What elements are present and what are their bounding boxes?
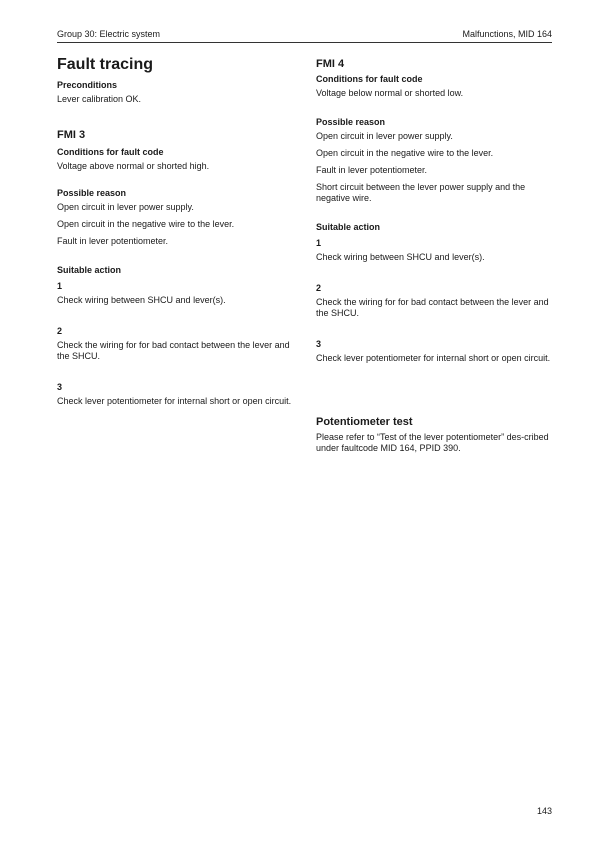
fmi4-conditions-text: Voltage below normal or shorted low.	[316, 88, 464, 98]
left-column	[57, 52, 295, 413]
page-header	[57, 26, 552, 43]
fmi3-reason-3: Fault in lever potentiometer.	[57, 236, 169, 246]
fmi3-action-heading: Suitable action	[57, 265, 122, 275]
potentiometer-heading: Potentiometer test	[316, 416, 413, 428]
fmi4-action-2-num: 2	[316, 283, 322, 293]
potentiometer-text: Please refer to “Test of the lever potentiometer” des-cribed under faultcode MID 164, PPID 390.	[316, 432, 549, 453]
fmi4-reason-heading: Possible reason	[316, 117, 386, 127]
fmi4-action-3-num: 3	[316, 339, 322, 349]
fmi3-action-3-num: 3	[57, 382, 63, 392]
fmi3-reason-heading: Possible reason	[57, 188, 127, 198]
fmi3-action-1-text: Check wiring between SHCU and lever(s).	[57, 295, 226, 305]
page-title: Fault tracing	[57, 56, 154, 73]
fmi3-action-1-num: 1	[57, 281, 63, 291]
fmi3-reason-2: Open circuit in the negative wire to the lever.	[57, 219, 235, 229]
preconditions-heading: Preconditions	[57, 80, 118, 90]
fmi3-conditions-text: Voltage above normal or shorted high.	[57, 161, 210, 171]
fmi4-action-1-num: 1	[316, 238, 322, 248]
fmi4-heading: FMI 4	[316, 58, 345, 70]
fmi4-conditions-heading: Conditions for fault code	[316, 74, 423, 84]
page-number: 143	[536, 806, 552, 816]
fmi4-action-heading: Suitable action	[316, 222, 381, 232]
header-group: Group 30: Electric system	[57, 29, 161, 39]
fmi3-heading: FMI 3	[57, 129, 86, 141]
fmi3-reason-1: Open circuit in lever power supply.	[57, 202, 194, 212]
preconditions-text: Lever calibration OK.	[57, 94, 142, 104]
fmi4-reason-4: Short circuit between the lever power supply and the negative wire.	[316, 182, 526, 203]
right-column	[316, 52, 554, 460]
fmi4-reason-2: Open circuit in the negative wire to the lever.	[316, 148, 494, 158]
fmi3-action-2-text: Check the wiring for for bad contact between the lever and the SHCU.	[57, 340, 290, 361]
fmi4-action-1-text: Check wiring between SHCU and lever(s).	[316, 252, 485, 262]
fmi3-action-3-text: Check lever potentiometer for internal short or open circuit.	[57, 396, 292, 406]
fmi3-conditions-heading: Conditions for fault code	[57, 147, 164, 157]
fmi3-action-2-num: 2	[57, 326, 63, 336]
fmi4-reason-3: Fault in lever potentiometer.	[316, 165, 428, 175]
fmi4-action-3-text: Check lever potentiometer for internal short or open circuit.	[316, 353, 551, 363]
fmi4-reason-1: Open circuit in lever power supply.	[316, 131, 453, 141]
header-section: Malfunctions, MID 164	[462, 29, 552, 39]
fmi4-action-2-text: Check the wiring for for bad contact between the lever and the SHCU.	[316, 297, 549, 318]
